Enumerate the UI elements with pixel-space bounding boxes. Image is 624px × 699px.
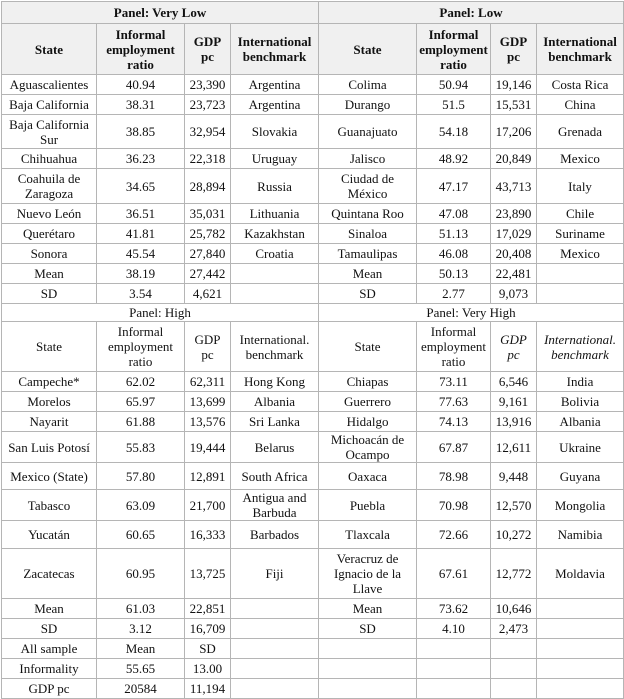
table-row <box>2 679 624 699</box>
header-benchmark: International benchmark <box>231 24 319 75</box>
state-cell: Campeche* <box>2 372 97 392</box>
informal-ratio-cell: 67.61 <box>417 549 491 599</box>
header-state: State <box>319 24 417 75</box>
informal-ratio-cell <box>417 659 491 679</box>
informal-ratio-cell: 63.09 <box>97 490 185 521</box>
table-row <box>2 264 624 284</box>
gdp-pc-cell: 10,272 <box>491 521 537 549</box>
state-cell: Coahuila de Zaragoza <box>2 169 97 204</box>
table-row <box>2 2 624 24</box>
informal-ratio-cell: 47.08 <box>417 204 491 224</box>
benchmark-cell: Slovakia <box>231 115 319 149</box>
informal-ratio-cell: 34.65 <box>97 169 185 204</box>
state-cell: Morelos <box>2 392 97 412</box>
state-cell: Informality <box>2 659 97 679</box>
benchmark-cell <box>231 264 319 284</box>
gdp-pc-cell: 11,194 <box>185 679 231 699</box>
table-row <box>2 322 624 372</box>
informal-ratio-cell: Mean <box>97 639 185 659</box>
state-cell: Colima <box>319 75 417 95</box>
benchmark-cell: Chile <box>537 204 624 224</box>
benchmark-cell: Argentina <box>231 95 319 115</box>
gdp-pc-cell: 21,700 <box>185 490 231 521</box>
gdp-pc-cell: 13,576 <box>185 412 231 432</box>
table-row <box>2 463 624 490</box>
benchmark-cell: Croatia <box>231 244 319 264</box>
benchmark-cell <box>537 679 624 699</box>
state-cell: Durango <box>319 95 417 115</box>
header-informal-ratio: Informal employment ratio <box>97 322 185 372</box>
gdp-pc-cell: 13,725 <box>185 549 231 599</box>
state-cell: Baja California <box>2 95 97 115</box>
informal-ratio-cell: 51.13 <box>417 224 491 244</box>
informal-ratio-cell: 73.62 <box>417 599 491 619</box>
benchmark-cell: Costa Rica <box>537 75 624 95</box>
benchmark-cell: Barbados <box>231 521 319 549</box>
informal-ratio-cell: 61.03 <box>97 599 185 619</box>
state-cell: Puebla <box>319 490 417 521</box>
benchmark-cell: Mongolia <box>537 490 624 521</box>
panel-title: Panel: High <box>2 304 319 322</box>
benchmark-cell: Moldavia <box>537 549 624 599</box>
gdp-pc-cell: 12,570 <box>491 490 537 521</box>
informal-ratio-cell: 38.85 <box>97 115 185 149</box>
benchmark-cell: Uruguay <box>231 149 319 169</box>
state-cell: Tlaxcala <box>319 521 417 549</box>
table-row <box>2 599 624 619</box>
state-cell: Michoacán de Ocampo <box>319 432 417 463</box>
gdp-pc-cell <box>491 659 537 679</box>
state-cell: Chihuahua <box>2 149 97 169</box>
gdp-pc-cell: 16,709 <box>185 619 231 639</box>
table-row <box>2 284 624 304</box>
gdp-pc-cell: 20,408 <box>491 244 537 264</box>
informal-ratio-cell: 72.66 <box>417 521 491 549</box>
gdp-pc-cell <box>491 639 537 659</box>
benchmark-cell <box>537 619 624 639</box>
informal-ratio-cell: 38.31 <box>97 95 185 115</box>
state-cell <box>319 679 417 699</box>
gdp-pc-cell: 43,713 <box>491 169 537 204</box>
state-cell <box>319 639 417 659</box>
gdp-pc-cell: 23,890 <box>491 204 537 224</box>
gdp-pc-cell: 20,849 <box>491 149 537 169</box>
state-cell: SD <box>2 619 97 639</box>
panel-title: Panel: Very Low <box>2 2 319 24</box>
benchmark-cell <box>537 639 624 659</box>
informal-ratio-cell: 20584 <box>97 679 185 699</box>
benchmark-cell: Suriname <box>537 224 624 244</box>
informal-ratio-cell: 57.80 <box>97 463 185 490</box>
gdp-pc-cell: 17,029 <box>491 224 537 244</box>
gdp-pc-cell: 28,894 <box>185 169 231 204</box>
table-row <box>2 639 624 659</box>
header-state: State <box>319 322 417 372</box>
gdp-pc-cell: 27,442 <box>185 264 231 284</box>
gdp-pc-cell: 2,473 <box>491 619 537 639</box>
gdp-pc-cell: 23,390 <box>185 75 231 95</box>
table-row <box>2 75 624 95</box>
benchmark-cell <box>231 619 319 639</box>
informal-ratio-cell: 48.92 <box>417 149 491 169</box>
informal-ratio-cell: 46.08 <box>417 244 491 264</box>
state-cell <box>319 659 417 679</box>
informal-ratio-cell: 45.54 <box>97 244 185 264</box>
table-row <box>2 619 624 639</box>
state-cell: San Luis Potosí <box>2 432 97 463</box>
state-cell: Tamaulipas <box>319 244 417 264</box>
benchmark-cell: Italy <box>537 169 624 204</box>
header-gdp-pc: GDP pc <box>185 24 231 75</box>
informal-ratio-cell: 55.83 <box>97 432 185 463</box>
header-state: State <box>2 24 97 75</box>
table-row <box>2 659 624 679</box>
informal-ratio-cell: 36.23 <box>97 149 185 169</box>
table-row <box>2 521 624 549</box>
header-informal-ratio: Informal employment ratio <box>417 322 491 372</box>
state-cell: Jalisco <box>319 149 417 169</box>
gdp-pc-cell: 35,031 <box>185 204 231 224</box>
benchmark-cell <box>231 639 319 659</box>
informal-ratio-cell <box>417 679 491 699</box>
gdp-pc-cell: 13.00 <box>185 659 231 679</box>
gdp-pc-cell: 12,611 <box>491 432 537 463</box>
state-cell: Querétaro <box>2 224 97 244</box>
table-row <box>2 490 624 521</box>
benchmark-cell: Mexico <box>537 149 624 169</box>
gdp-pc-cell: 13,699 <box>185 392 231 412</box>
informal-ratio-cell: 51.5 <box>417 95 491 115</box>
informal-ratio-cell: 36.51 <box>97 204 185 224</box>
benchmark-cell <box>537 659 624 679</box>
state-cell: SD <box>319 284 417 304</box>
informal-ratio-cell: 4.10 <box>417 619 491 639</box>
benchmark-cell <box>537 284 624 304</box>
state-cell: Sonora <box>2 244 97 264</box>
state-cell: SD <box>319 619 417 639</box>
gdp-pc-cell: 19,146 <box>491 75 537 95</box>
table-row <box>2 115 624 149</box>
informal-ratio-cell: 70.98 <box>417 490 491 521</box>
gdp-pc-cell: 62,311 <box>185 372 231 392</box>
benchmark-cell: Argentina <box>231 75 319 95</box>
state-cell: Mean <box>2 264 97 284</box>
informal-ratio-cell: 54.18 <box>417 115 491 149</box>
table-row <box>2 549 624 599</box>
table-row <box>2 149 624 169</box>
benchmark-cell <box>231 599 319 619</box>
informal-ratio-cell: 40.94 <box>97 75 185 95</box>
gdp-pc-cell: SD <box>185 639 231 659</box>
state-cell: Oaxaca <box>319 463 417 490</box>
informal-ratio-cell <box>417 639 491 659</box>
gdp-pc-cell: 22,318 <box>185 149 231 169</box>
state-cell: Yucatán <box>2 521 97 549</box>
state-cell: Mean <box>319 264 417 284</box>
informal-ratio-cell: 74.13 <box>417 412 491 432</box>
table-row <box>2 392 624 412</box>
header-gdp-pc: GDP pc <box>491 322 537 372</box>
table-row <box>2 224 624 244</box>
benchmark-cell: Lithuania <box>231 204 319 224</box>
table-row <box>2 95 624 115</box>
informal-ratio-cell: 78.98 <box>417 463 491 490</box>
table-row <box>2 412 624 432</box>
gdp-pc-cell: 12,891 <box>185 463 231 490</box>
table-row <box>2 432 624 463</box>
state-cell: Mexico (State) <box>2 463 97 490</box>
gdp-pc-cell: 9,448 <box>491 463 537 490</box>
state-cell: Nayarit <box>2 412 97 432</box>
informal-ratio-cell: 65.97 <box>97 392 185 412</box>
benchmark-cell: Guyana <box>537 463 624 490</box>
header-gdp-pc: GDP pc <box>185 322 231 372</box>
benchmark-cell <box>231 659 319 679</box>
state-cell: Zacatecas <box>2 549 97 599</box>
header-state: State <box>2 322 97 372</box>
informal-ratio-cell: 3.12 <box>97 619 185 639</box>
benchmark-cell: Ukraine <box>537 432 624 463</box>
benchmark-cell: Hong Kong <box>231 372 319 392</box>
benchmark-cell: China <box>537 95 624 115</box>
table-row <box>2 24 624 75</box>
informality-panels-table <box>1 1 624 699</box>
gdp-pc-cell: 12,772 <box>491 549 537 599</box>
benchmark-cell: Albania <box>231 392 319 412</box>
gdp-pc-cell: 10,646 <box>491 599 537 619</box>
informal-ratio-cell: 60.95 <box>97 549 185 599</box>
benchmark-cell: Kazakhstan <box>231 224 319 244</box>
header-gdp-pc: GDP pc <box>491 24 537 75</box>
benchmark-cell: Fiji <box>231 549 319 599</box>
informal-ratio-cell: 61.88 <box>97 412 185 432</box>
state-cell: Nuevo León <box>2 204 97 224</box>
table-row <box>2 169 624 204</box>
benchmark-cell <box>231 284 319 304</box>
gdp-pc-cell: 17,206 <box>491 115 537 149</box>
state-cell: Ciudad de México <box>319 169 417 204</box>
benchmark-cell: Antigua and Barbuda <box>231 490 319 521</box>
gdp-pc-cell: 32,954 <box>185 115 231 149</box>
benchmark-cell <box>537 264 624 284</box>
benchmark-cell: Grenada <box>537 115 624 149</box>
panel-title: Panel: Low <box>319 2 624 24</box>
state-cell: GDP pc <box>2 679 97 699</box>
gdp-pc-cell: 15,531 <box>491 95 537 115</box>
state-cell: All sample <box>2 639 97 659</box>
header-benchmark: International. benchmark <box>231 322 319 372</box>
table-row <box>2 244 624 264</box>
benchmark-cell: India <box>537 372 624 392</box>
informal-ratio-cell: 62.02 <box>97 372 185 392</box>
state-cell: Veracruz de Ignacio de la Llave <box>319 549 417 599</box>
informal-ratio-cell: 55.65 <box>97 659 185 679</box>
informal-ratio-cell: 77.63 <box>417 392 491 412</box>
gdp-pc-cell: 9,073 <box>491 284 537 304</box>
state-cell: Mean <box>2 599 97 619</box>
header-informal-ratio: Informal employment ratio <box>417 24 491 75</box>
informal-ratio-cell: 73.11 <box>417 372 491 392</box>
header-informal-ratio: Informal employment ratio <box>97 24 185 75</box>
state-cell: Chiapas <box>319 372 417 392</box>
informal-ratio-cell: 2.77 <box>417 284 491 304</box>
table-row <box>2 372 624 392</box>
state-cell: Sinaloa <box>319 224 417 244</box>
benchmark-cell: Sri Lanka <box>231 412 319 432</box>
header-benchmark: International. benchmark <box>537 322 624 372</box>
gdp-pc-cell: 23,723 <box>185 95 231 115</box>
gdp-pc-cell: 13,916 <box>491 412 537 432</box>
gdp-pc-cell: 4,621 <box>185 284 231 304</box>
panel-title: Panel: Very High <box>319 304 624 322</box>
state-cell: Tabasco <box>2 490 97 521</box>
benchmark-cell: Albania <box>537 412 624 432</box>
informal-ratio-cell: 50.94 <box>417 75 491 95</box>
benchmark-cell <box>231 679 319 699</box>
table-row <box>2 304 624 322</box>
benchmark-cell: Bolivia <box>537 392 624 412</box>
benchmark-cell: Namibia <box>537 521 624 549</box>
state-cell: Hidalgo <box>319 412 417 432</box>
informal-ratio-cell: 38.19 <box>97 264 185 284</box>
gdp-pc-cell: 22,481 <box>491 264 537 284</box>
state-cell: Aguascalientes <box>2 75 97 95</box>
gdp-pc-cell: 25,782 <box>185 224 231 244</box>
state-cell: Mean <box>319 599 417 619</box>
benchmark-cell: South Africa <box>231 463 319 490</box>
state-cell: Guerrero <box>319 392 417 412</box>
informal-ratio-cell: 60.65 <box>97 521 185 549</box>
gdp-pc-cell: 6,546 <box>491 372 537 392</box>
state-cell: Quintana Roo <box>319 204 417 224</box>
gdp-pc-cell: 16,333 <box>185 521 231 549</box>
benchmark-cell: Mexico <box>537 244 624 264</box>
informal-ratio-cell: 67.87 <box>417 432 491 463</box>
benchmark-cell: Belarus <box>231 432 319 463</box>
table-row <box>2 204 624 224</box>
informal-ratio-cell: 47.17 <box>417 169 491 204</box>
benchmark-cell <box>537 599 624 619</box>
state-cell: Guanajuato <box>319 115 417 149</box>
gdp-pc-cell: 19,444 <box>185 432 231 463</box>
header-benchmark: International benchmark <box>537 24 624 75</box>
informal-ratio-cell: 3.54 <box>97 284 185 304</box>
gdp-pc-cell <box>491 679 537 699</box>
gdp-pc-cell: 22,851 <box>185 599 231 619</box>
informal-ratio-cell: 50.13 <box>417 264 491 284</box>
state-cell: SD <box>2 284 97 304</box>
state-cell: Baja California Sur <box>2 115 97 149</box>
gdp-pc-cell: 9,161 <box>491 392 537 412</box>
benchmark-cell: Russia <box>231 169 319 204</box>
informal-ratio-cell: 41.81 <box>97 224 185 244</box>
gdp-pc-cell: 27,840 <box>185 244 231 264</box>
